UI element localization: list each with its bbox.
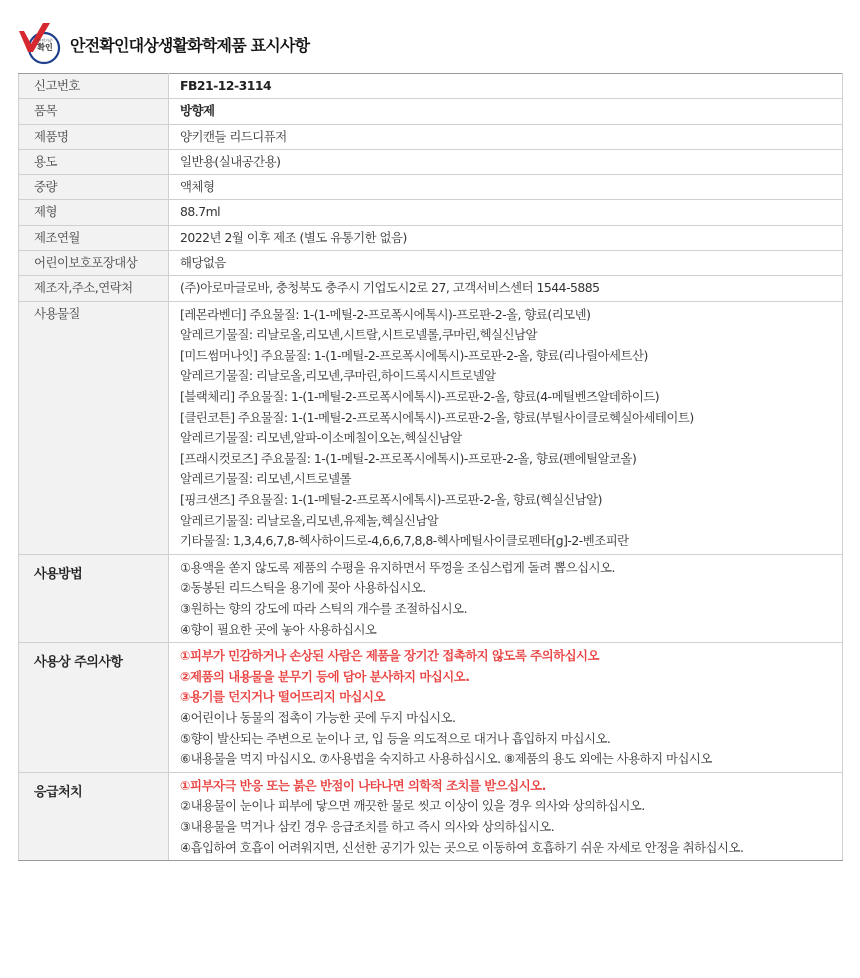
substance-line: 기타물질: 1,3,4,6,7,8-헥사하이드로-4,6,6,7,8,8-헥사메틸사이클로펜타[g]-2-벤조피란 — [180, 533, 629, 549]
firstaid-line: ④흡입하여 호흡이 어려워지면, 신선한 공기가 있는 곳으로 이동하여 호흡하기 쉬운 자세로 안정을 취하십시오. — [180, 839, 744, 855]
row-label: 제조연월 — [19, 225, 169, 250]
row-label: 제조자,주소,연락처 — [19, 276, 169, 301]
info-row — [19, 99, 843, 124]
row-label: 용도 — [19, 149, 169, 174]
cautions-line: ⑤향이 발산되는 주변으로 눈이나 코, 입 등을 의도적으로 대거나 흡입하지 마십시오. — [180, 730, 611, 746]
info-row — [19, 251, 843, 276]
cautions-line: ①피부가 민감하거나 손상된 사람은 제품을 장기간 접촉하지 않도록 주의하십시오 — [180, 648, 599, 664]
row-value: 일반용(실내공간용) — [169, 149, 843, 174]
substance-line: [블랙체리] 주요물질: 1-(1-메틸-2-프로폭시에톡시)-프로판-2-올, 향료(4-메틸벤즈알데하이드) — [180, 389, 660, 405]
row-value: 해당없음 — [169, 251, 843, 276]
cautions-label: 사용상 주의사항 — [19, 643, 169, 773]
row-label: 신고번호 — [19, 74, 169, 99]
firstaid-line: ③내용물을 먹거나 삼킨 경우 응급조치를 하고 즉시 의사와 상의하십시오. — [180, 818, 555, 834]
row-label: 어린이보호포장대상 — [19, 251, 169, 276]
cautions-value — [169, 643, 843, 773]
info-row — [19, 225, 843, 250]
info-row — [19, 74, 843, 99]
row-label: 제형 — [19, 200, 169, 225]
cautions-line: ②제품의 내용물을 분무기 등에 담아 분사하지 마십시오. — [180, 668, 470, 684]
firstaid-row — [19, 772, 843, 860]
substance-line: [프래시컷로즈] 주요물질: 1-(1-메틸-2-프로폭시에톡시)-프로판-2-올, 향료(펜에틸알코올) — [180, 450, 637, 466]
row-value: FB21-12-3114 — [169, 74, 843, 99]
firstaid-line: ①피부자극 반응 또는 붉은 반점이 나타나면 의학적 조치를 받으십시오. — [180, 777, 546, 793]
info-row — [19, 276, 843, 301]
usage-label: 사용방법 — [19, 554, 169, 642]
substances-row — [19, 301, 843, 554]
substance-line: 알레르기물질: 리모넨,시트로넬롤 — [180, 471, 352, 487]
substance-line: 알레르기물질: 리날로올,리모넨,쿠마린,하이드록시시트로넬알 — [180, 368, 496, 384]
substance-line: [미드썸머나잇] 주요물질: 1-(1-메틸-2-프로폭시에톡시)-프로판-2-올, 향료(리나릴아세트산) — [180, 347, 648, 363]
usage-row — [19, 554, 843, 642]
substance-line: [핑크샌즈] 주요물질: 1-(1-메틸-2-프로폭시에톡시)-프로판-2-올, 향료(헥실신남알) — [180, 492, 602, 508]
safety-check-logo — [18, 22, 62, 66]
firstaid-label: 응급처치 — [19, 772, 169, 860]
substance-line: 알레르기물질: 리날로올,리모넨,유제놀,헥실신남알 — [180, 512, 439, 528]
firstaid-line: ②내용물이 눈이나 피부에 닿으면 깨끗한 물로 씻고 이상이 있을 경우 의사와 상의하십시오. — [180, 798, 645, 814]
info-row — [19, 175, 843, 200]
logo-text — [30, 38, 60, 52]
substance-line: 알레르기물질: 리모넨,알파-이소메칠이오논,헥실신남알 — [180, 430, 462, 446]
row-value: (주)아로마글로바, 충청북도 충주시 기업도시2로 27, 고객서비스센터 1544-5885 — [169, 276, 843, 301]
page-header — [18, 22, 309, 66]
cautions-line: ④어린이나 동물의 접촉이 가능한 곳에 두지 마십시오. — [180, 709, 456, 725]
cautions-line: ③용기를 던지거나 떨어뜨리지 마십시오 — [180, 689, 385, 705]
row-value: 2022년 2월 이후 제조 (별도 유통기한 없음) — [169, 225, 843, 250]
usage-line: ①용액을 쏟지 않도록 제품의 수평을 유지하면서 뚜껑을 조심스럽게 돌려 뽑으십시오. — [180, 559, 615, 575]
logo-small-text: 안전기준 — [37, 38, 53, 43]
usage-value — [169, 554, 843, 642]
row-label: 제품명 — [19, 124, 169, 149]
substance-line: [클린코튼] 주요물질: 1-(1-메틸-2-프로폭시에톡시)-프로판-2-올, 향료(부틸사이클로헥실아세테이트) — [180, 409, 694, 425]
substance-line: 알레르기물질: 리날로올,리모넨,시트랄,시트로넬롤,쿠마린,헥실신남알 — [180, 327, 537, 343]
cautions-row — [19, 643, 843, 773]
firstaid-value — [169, 772, 843, 860]
page-title: 안전확인대상생활화학제품 표시사항 — [70, 35, 310, 55]
usage-line: ④향이 필요한 곳에 놓아 사용하십시오 — [180, 621, 377, 637]
cautions-line: ⑥내용물을 먹지 마십시오. ⑦사용법을 숙지하고 사용하십시오. ⑧제품의 용도 외에는 사용하지 마십시오 — [180, 751, 712, 767]
product-info-table — [18, 73, 843, 861]
info-row — [19, 149, 843, 174]
row-label: 품목 — [19, 99, 169, 124]
substances-value — [169, 301, 843, 554]
info-row — [19, 200, 843, 225]
usage-line: ③원하는 향의 강도에 따라 스틱의 개수를 조절하십시오. — [180, 600, 468, 616]
logo-big-text: 확인 — [37, 43, 53, 52]
row-label: 중량 — [19, 175, 169, 200]
row-value: 액체형 — [169, 175, 843, 200]
info-row — [19, 124, 843, 149]
row-value: 방향제 — [169, 99, 843, 124]
substance-line: [레몬라벤더] 주요물질: 1-(1-메틸-2-프로폭시에톡시)-프로판-2-올, 향료(리모넨) — [180, 306, 591, 322]
row-value: 양키캔들 리드디퓨저 — [169, 124, 843, 149]
substances-label: 사용물질 — [19, 301, 169, 554]
usage-line: ②동봉된 리드스틱을 용기에 꽂아 사용하십시오. — [180, 580, 426, 596]
row-value: 88.7ml — [169, 200, 843, 225]
